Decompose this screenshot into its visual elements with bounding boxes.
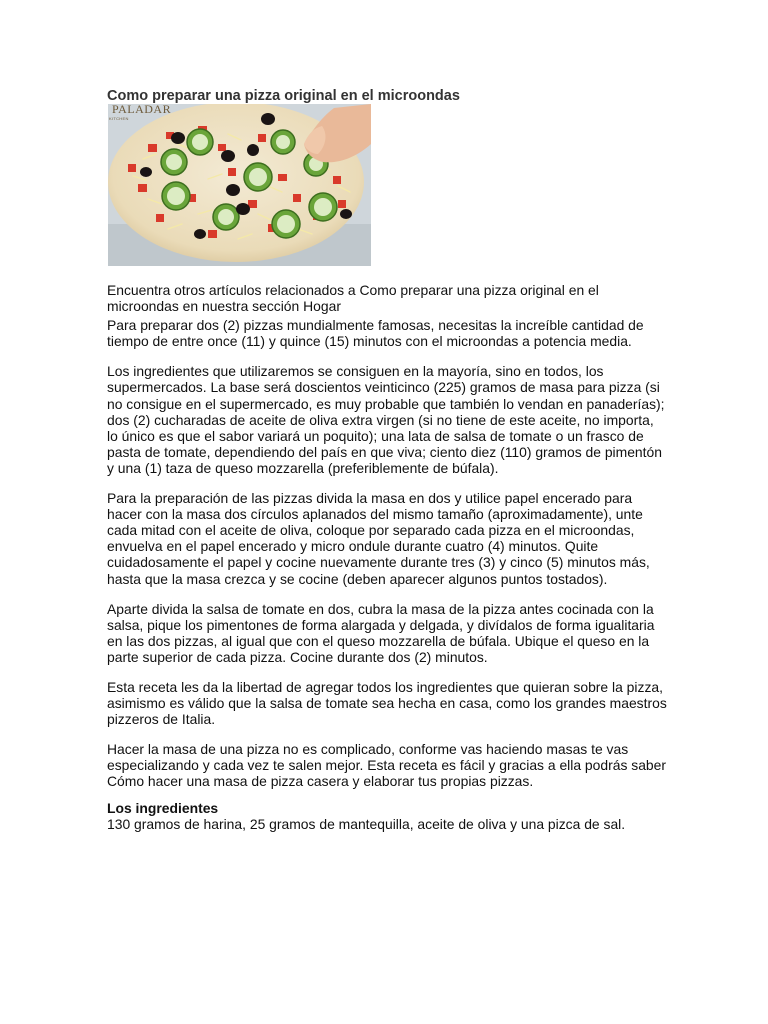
related-articles-text: Encuentra otros artículos relacionados a Como preparar una pizza original en el microondas en nuestra sección Hogar bbox=[107, 282, 599, 315]
paragraph-3: Para la preparación de las pizzas divida la masa en dos y utilice papel encerado para hacer con la masa dos círculos aplanados del mismo tamaño (aproximadamente), unte cada mitad con el aceite de oliva, coloque por separado cada pizza en el microondas, envuelva en el papel encerado y micro ondule durante cuatro (4) minutos. Quite cuidadosamente el papel y cocine nuevamente durante tres (3) y cinco (5) minutos más, hasta que la masa crezca y se cocine (deben aparecer algunos puntos tostados). bbox=[107, 490, 650, 587]
paragraph-4: Aparte divida la salsa de tomate en dos, cubra la masa de la pizza antes cocinada con la salsa, pique los pimentones de forma alargada y delgada, y divídalos de forma igualitaria en las dos pizzas, al igual que con el queso mozzarella de búfala. Ubique el queso en la parte superior de cada pizza. Cocine durante dos (2) minutos. bbox=[107, 600, 655, 665]
paragraph-1: Para preparar dos (2) pizzas mundialmente famosas, necesitas la increíble cantidad de tiempo de entre once (11) y quince (15) minutos con el microondas a potencia media. bbox=[107, 317, 644, 350]
ingredients-text: 130 gramos de harina, 25 gramos de mantequilla, aceite de oliva y una pizca de sal. bbox=[107, 815, 626, 832]
pizza-illustration bbox=[108, 104, 371, 266]
pizza-photo bbox=[108, 104, 371, 266]
brand-sub-logo: KITCHEN bbox=[109, 116, 129, 121]
paragraph-2: Los ingredientes que utilizaremos se consiguen en la mayoría, sino en todos, los supermercados. La base será doscientos veinticinco (225) gramos de masa para pizza (si no consigue en el supermercado, es muy probable que también lo vendan en panaderías); dos (2) cucharadas de aceite de oliva extra virgen (si no tiene de este aceite, no importa, lo único es que el sabor variará un poquito); una lata de salsa de tomate o un frasco de pasta de tomate, dependiendo del país en que viva; ciento diez (110) gramos de pimentón y una (1) taza de queso mozzarella (preferiblemente de búfala). bbox=[107, 363, 665, 476]
ingredients-heading: Los ingredientes bbox=[107, 799, 219, 816]
article-title: Como preparar una pizza original en el microondas bbox=[107, 88, 460, 104]
article-body bbox=[107, 282, 667, 832]
paragraph-5: Esta receta les da la libertad de agregar todos los ingredientes que quieran sobre la pizza, asimismo es válido que la salsa de tomate sea hecha en casa, como los grandes maestros pizzeros de Italia. bbox=[107, 678, 667, 728]
paragraph-6: Hacer la masa de una pizza no es complicado, conforme vas haciendo masas te vas especializando y cada vez te salen mejor. Esta receta es fácil y gracias a ella podrás saber Cómo hacer una masa de pizza casera y elaborar tus propias pizzas. bbox=[107, 741, 667, 790]
brand-logo: PALADAR bbox=[112, 104, 172, 116]
